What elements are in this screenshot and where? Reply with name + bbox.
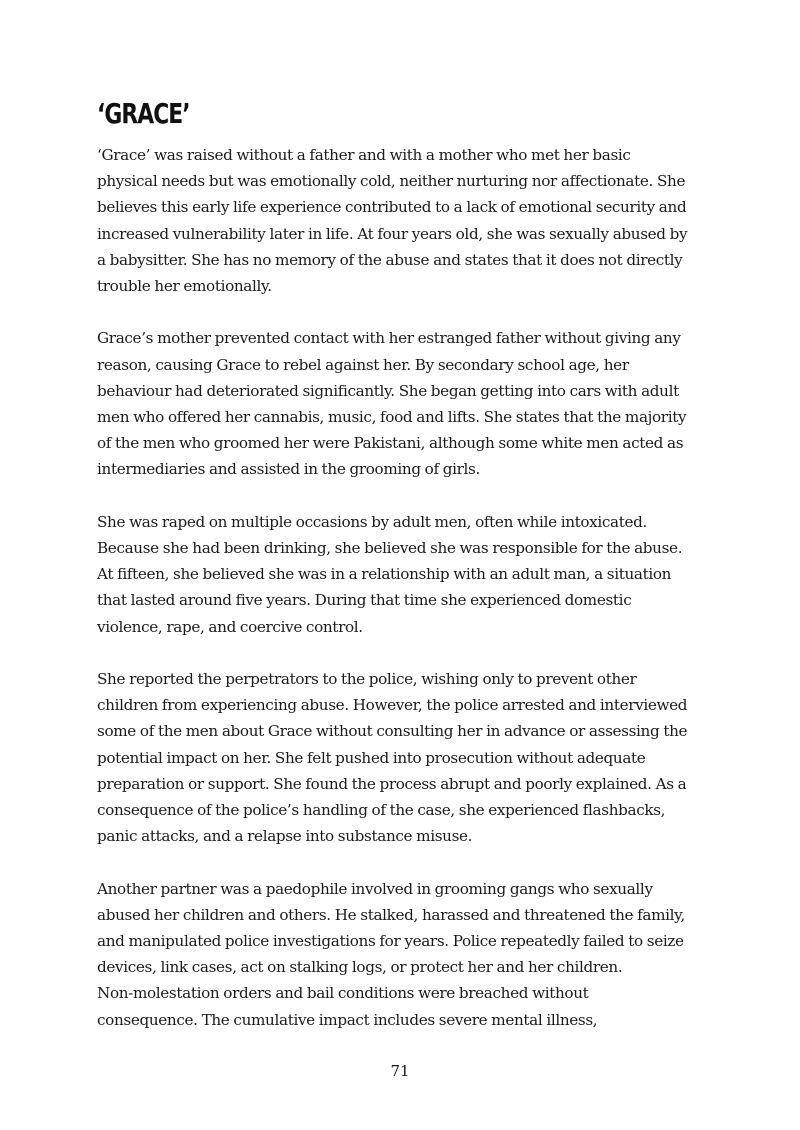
text-line: increased vulnerability later in life. At four years old, she was sexually abused by — [97, 224, 688, 243]
text-line: panic attacks, and a relapse into substance misuse. — [97, 827, 473, 846]
text-line: preparation or support. She found the process abrupt and poorly explained. As a — [97, 774, 687, 793]
text-line: At fifteen, she believed she was in a relationship with an adult man, a situation — [97, 565, 672, 584]
text-line: children from experiencing abuse. However, the police arrested and interviewed — [97, 696, 688, 715]
paragraph — [97, 325, 717, 482]
text-line: a babysitter. She has no memory of the abuse and states that it does not directly — [97, 250, 683, 269]
text-line: abused her children and others. He stalked, harassed and threatened the family, — [97, 905, 685, 924]
paragraph — [97, 509, 717, 640]
text-line: potential impact on her. She felt pushed into prosecution without adequate — [97, 748, 646, 767]
page-number: 71 — [390, 1062, 410, 1080]
text-line: intermediaries and assisted in the grooming of girls. — [97, 460, 480, 479]
text-line: that lasted around five years. During that time she experienced domestic — [97, 591, 632, 610]
text-line: consequence. The cumulative impact includes severe mental illness, — [97, 1010, 598, 1029]
text-line: She was raped on multiple occasions by adult men, often while intoxicated. — [97, 512, 647, 531]
text-line: consequence of the police’s handling of the case, she experienced flashbacks, — [97, 801, 666, 820]
text-line: reason, causing Grace to rebel against her. By secondary school age, her — [97, 355, 629, 374]
text-line: and manipulated police investigations for years. Police repeatedly failed to seize — [97, 932, 684, 951]
paragraph — [97, 666, 717, 849]
paragraph — [97, 876, 717, 1033]
text-line: Grace’s mother prevented contact with her estranged father without giving any — [97, 329, 681, 348]
text-line: men who offered her cannabis, music, food and lifts. She states that the majority — [97, 408, 687, 427]
text-line: some of the men about Grace without consulting her in advance or assessing the — [97, 722, 688, 741]
text-line: ‘Grace’ was raised without a father and with a mother who met her basic — [97, 146, 631, 164]
body-text — [97, 142, 717, 1059]
text-line: Non-molestation orders and bail conditions were breached without — [97, 984, 589, 1003]
text-line: physical needs but was emotionally cold, neither nurturing nor affectionate. She — [97, 172, 686, 191]
text-line: of the men who groomed her were Pakistani, although some white men acted as — [97, 434, 684, 453]
text-line: violence, rape, and coercive control. — [97, 617, 363, 636]
text-line: believes this early life experience contributed to a lack of emotional security and — [97, 198, 687, 217]
text-line: behaviour had deteriorated significantly. She began getting into cars with adult — [97, 381, 679, 400]
section-title: ‘GRACE’ — [97, 97, 190, 130]
text-line: devices, link cases, act on stalking logs, or protect her and her children. — [97, 958, 623, 977]
text-line: She reported the perpetrators to the police, wishing only to prevent other — [97, 670, 637, 689]
text-line: trouble her emotionally. — [97, 277, 272, 296]
text-line: Because she had been drinking, she believed she was responsible for the abuse. — [97, 539, 683, 558]
text-line: Another partner was a paedophile involved in grooming gangs who sexually — [97, 879, 653, 898]
paragraph — [97, 142, 717, 299]
